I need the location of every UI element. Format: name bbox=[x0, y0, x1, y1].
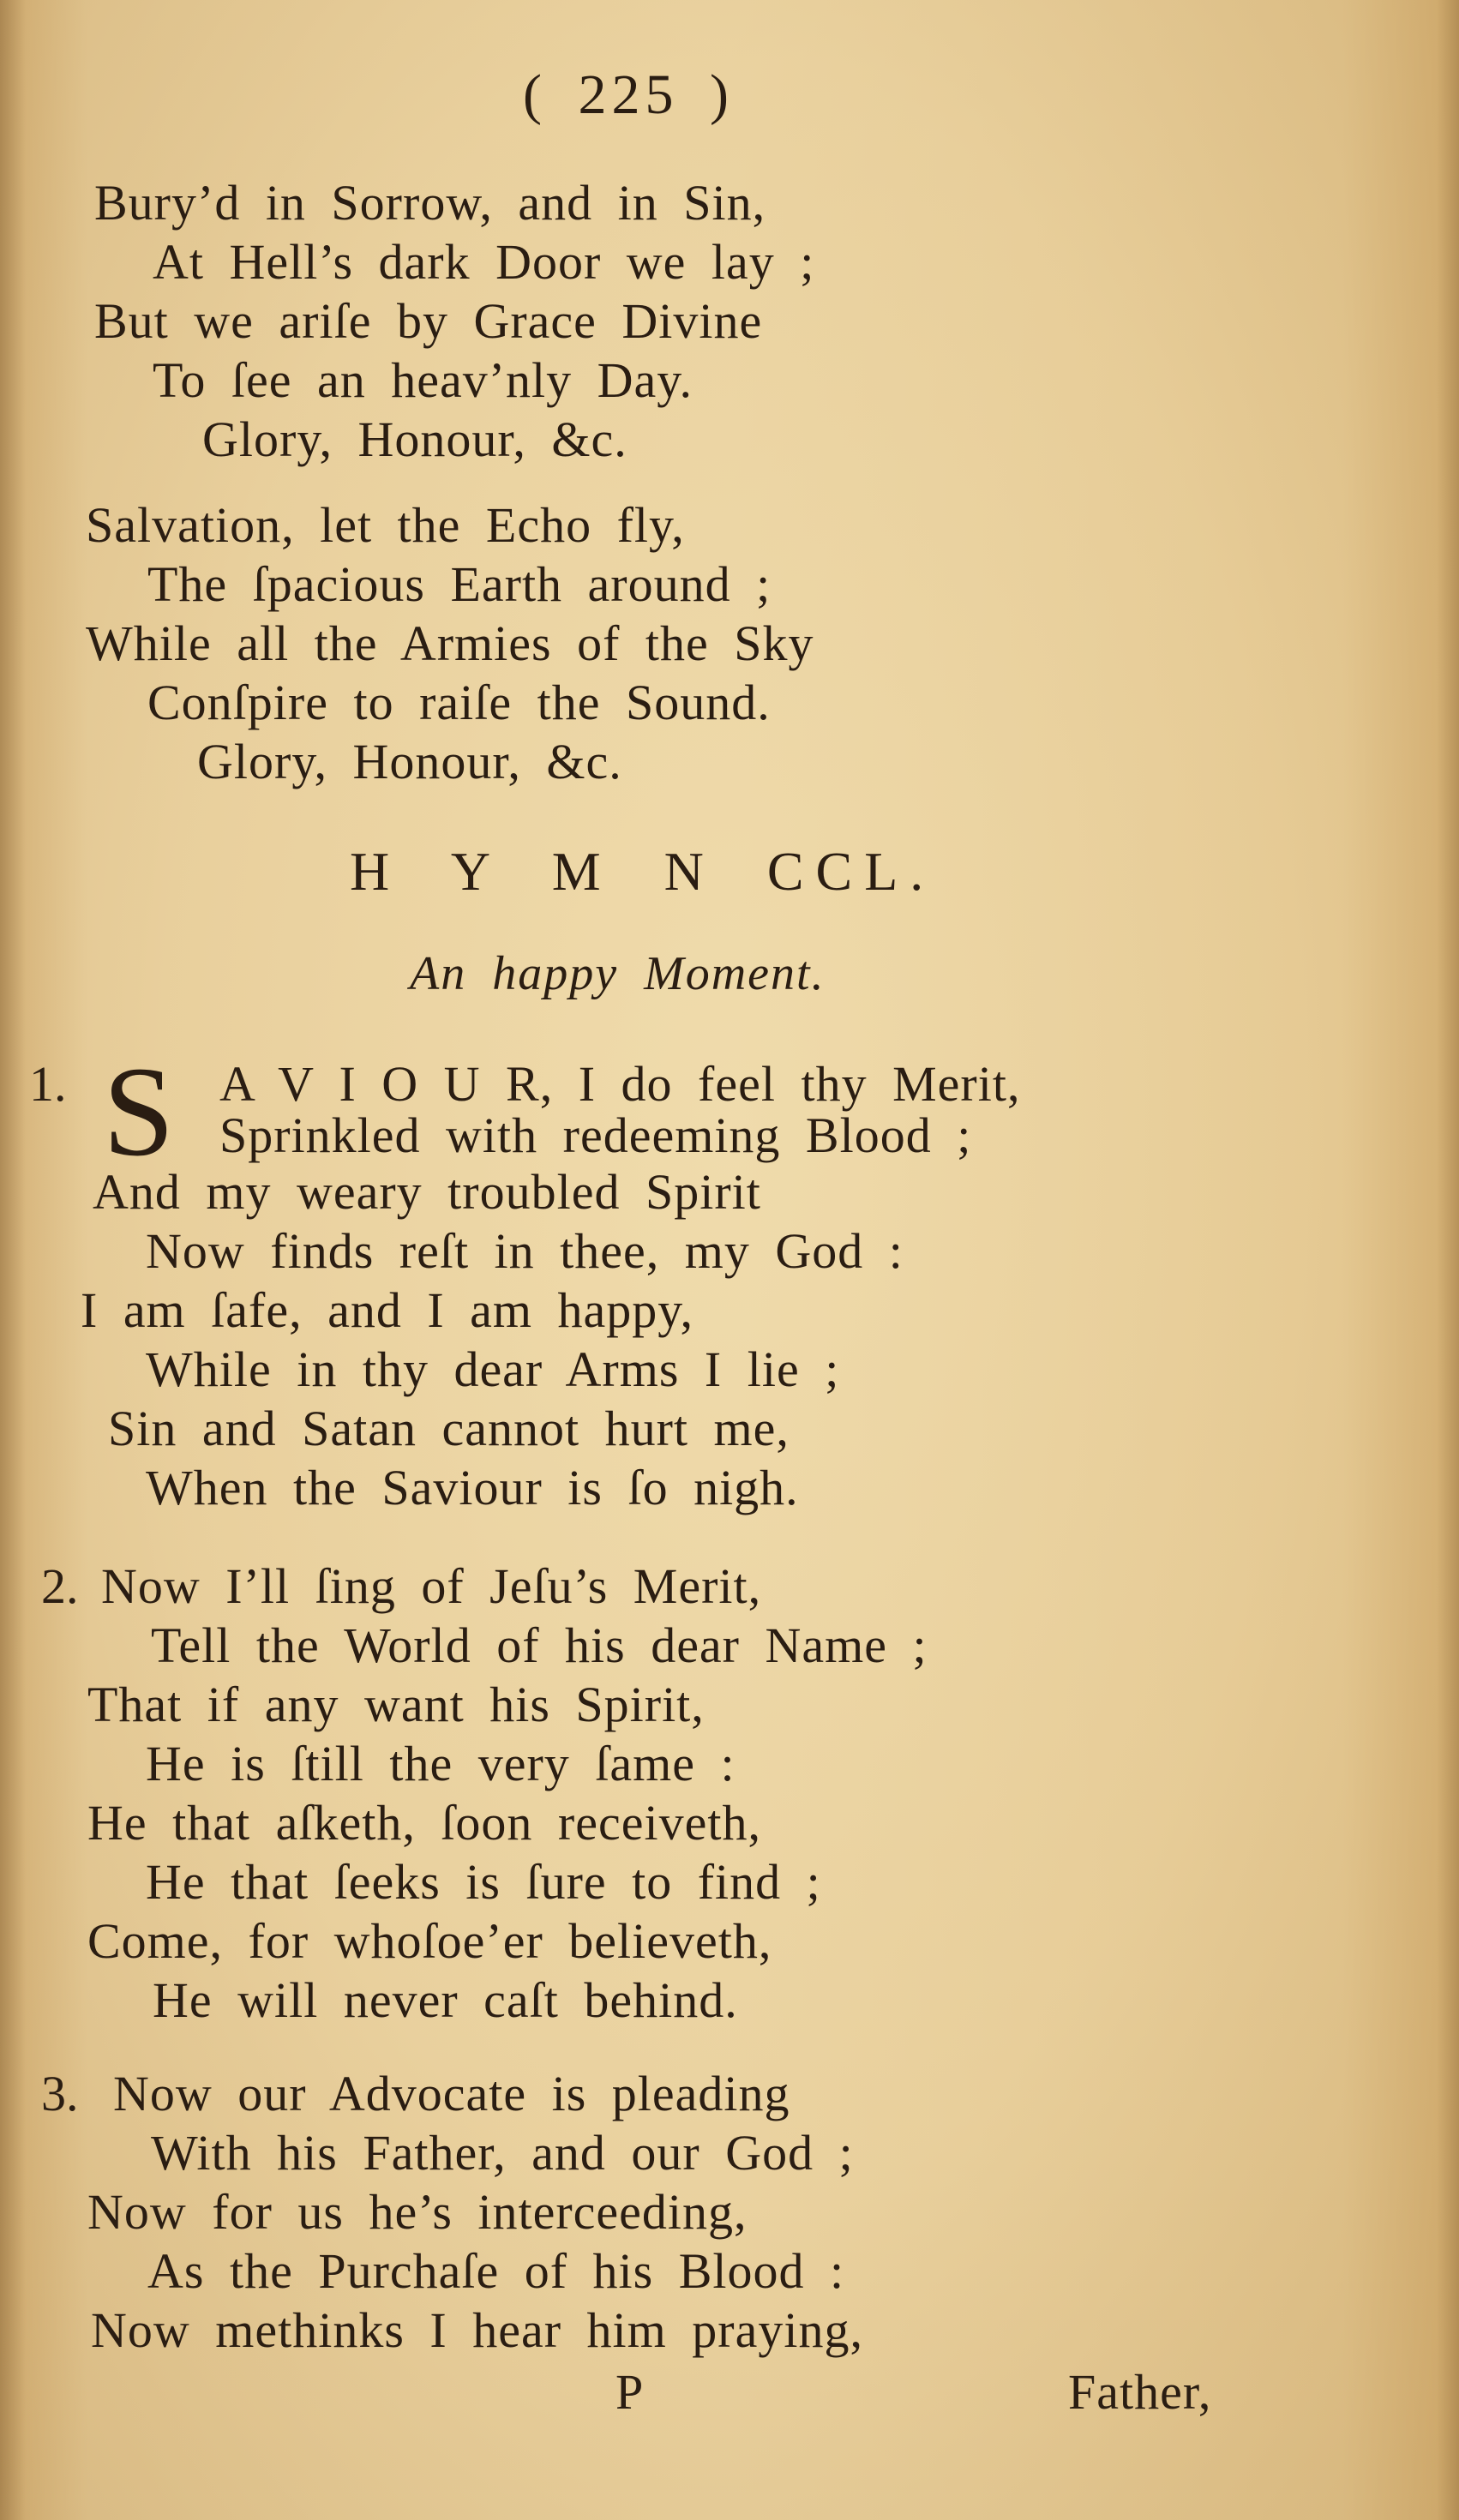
stanza-b-refrain: Glory, Honour, &c. bbox=[197, 734, 622, 789]
verse-number-3: 3. bbox=[41, 2066, 79, 2121]
stanza-a-refrain: Glory, Honour, &c. bbox=[202, 411, 627, 467]
verse-3-line: Now our Advocate is pleading bbox=[113, 2066, 790, 2121]
drop-cap: S bbox=[103, 1041, 175, 1183]
stanza-b-line-1: Salvation, let the Echo fly, bbox=[86, 497, 685, 553]
stanza-b-line-2: The ſpacious Earth around ; bbox=[147, 556, 772, 612]
stanza-a-line-4: To ſee an heav’nly Day. bbox=[153, 352, 693, 408]
stanza-a-line-3: But we ariſe by Grace Divine bbox=[94, 293, 763, 349]
verse-2-line: Come, for whoſoe’er believeth, bbox=[87, 1913, 772, 1969]
verse-1-line: And my weary troubled Spirit bbox=[93, 1164, 761, 1220]
verse-2-line: That if any want his Spirit, bbox=[87, 1677, 705, 1732]
verse-1-line: Now finds reſt in thee, my God : bbox=[146, 1223, 904, 1279]
verse-3-line: Now methinks I hear him praying, bbox=[91, 2302, 863, 2358]
verse-1-first-line: A V I O U R, I do feel thy Merit, bbox=[219, 1056, 1021, 1112]
page-edge-shadow-left bbox=[0, 0, 26, 2520]
verse-3-line: With his Father, and our God ; bbox=[151, 2125, 854, 2181]
verse-2-line: He will never caſt behind. bbox=[153, 1972, 738, 2028]
catchword: Father, bbox=[1068, 2364, 1212, 2420]
verse-3-line: As the Purchaſe of his Blood : bbox=[147, 2243, 845, 2299]
page-edge-shadow-right bbox=[1437, 0, 1459, 2520]
verse-3-line: Now for us he’s interceeding, bbox=[87, 2184, 748, 2240]
verse-2-line: He that aſketh, ſoon receiveth, bbox=[87, 1795, 761, 1851]
verse-number-2: 2. bbox=[41, 1558, 79, 1614]
verse-1-line: I am ſafe, and I am happy, bbox=[81, 1282, 693, 1338]
signature-mark: P bbox=[615, 2364, 645, 2420]
hymn-subtitle: An happy Moment. bbox=[410, 947, 826, 1000]
verse-1-line: Sprinkled with redeeming Blood ; bbox=[219, 1107, 972, 1163]
verse-2-line: He is ſtill the very ſame : bbox=[146, 1736, 736, 1791]
hymn-title: H Y M N CCL. bbox=[350, 841, 936, 902]
stanza-b-line-4: Conſpire to raiſe the Sound. bbox=[147, 675, 771, 730]
verse-1-line: While in thy dear Arms I lie ; bbox=[146, 1341, 840, 1397]
stanza-a-line-1: Bury’d in Sorrow, and in Sin, bbox=[94, 175, 766, 231]
verse-number-1: 1. bbox=[29, 1056, 67, 1112]
verse-1-line: When the Saviour is ſo nigh. bbox=[146, 1460, 799, 1515]
verse-1-line: Sin and Satan cannot hurt me, bbox=[108, 1401, 790, 1456]
verse-2-line: He that ſeeks is ſure to find ; bbox=[146, 1854, 821, 1910]
verse-2-line: Now I’ll ſing of Jeſu’s Merit, bbox=[101, 1558, 762, 1614]
stanza-a-line-2: At Hell’s dark Door we lay ; bbox=[153, 234, 815, 290]
page-number: ( 225 ) bbox=[523, 63, 734, 126]
verse-2-line: Tell the World of his dear Name ; bbox=[151, 1617, 928, 1673]
stanza-b-line-3: While all the Armies of the Sky bbox=[86, 615, 814, 671]
